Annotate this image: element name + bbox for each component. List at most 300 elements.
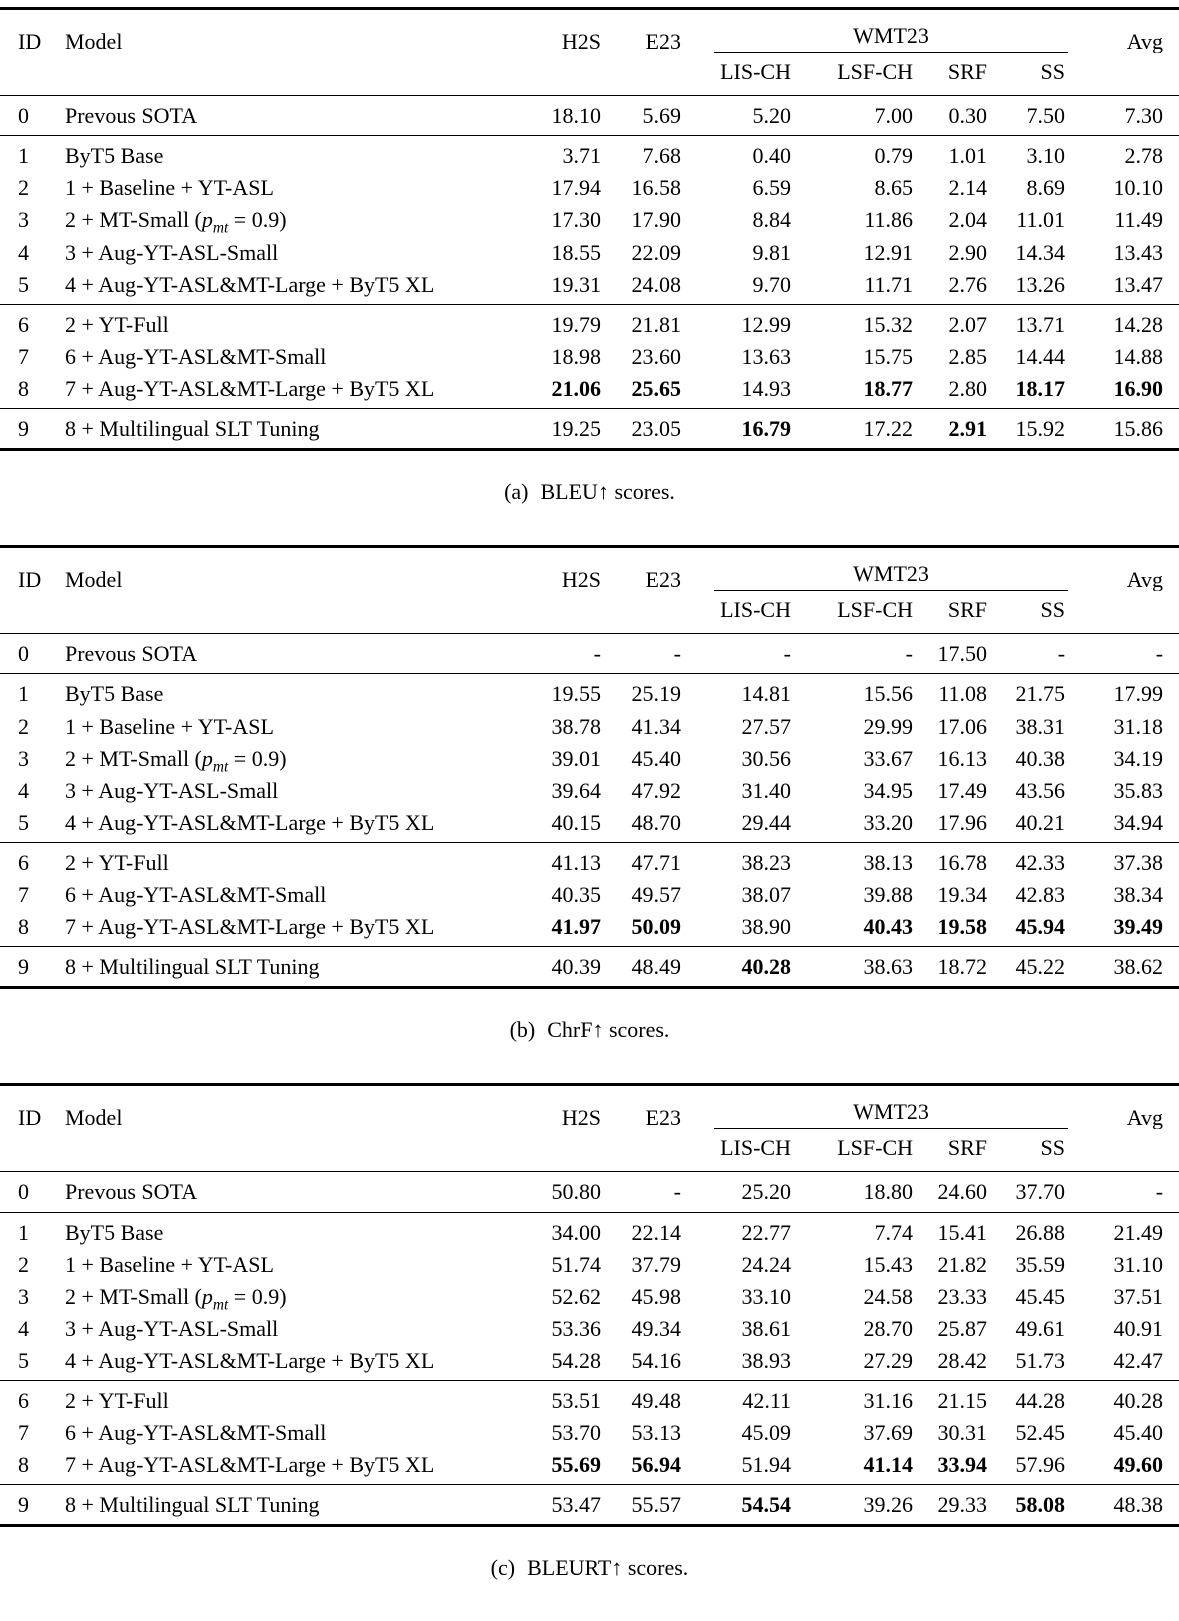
cell-model: 8 + Multilingual SLT Tuning — [65, 1485, 486, 1526]
cell-value: 16.78 — [918, 842, 992, 878]
cell-value: 2.85 — [948, 343, 987, 369]
cell-value: 40.28 — [686, 947, 796, 988]
cell-value: 24.24 — [741, 1251, 791, 1277]
cell-value: 49.34 — [631, 1315, 681, 1341]
cell-value: 37.69 — [863, 1420, 913, 1446]
col-header-lis-ch: LIS-CH — [720, 59, 791, 85]
caption-label: (a) — [504, 479, 529, 505]
caption-label: (b) — [509, 1017, 536, 1043]
cell-value: 42.47 — [1113, 1347, 1164, 1373]
cell-value: 23.33 — [937, 1283, 987, 1309]
header-spacer — [486, 1129, 606, 1172]
header-spacer — [486, 53, 606, 96]
caption-text: BLEU↑ scores. — [540, 479, 675, 505]
cell-model: Prevous SOTA — [65, 1172, 486, 1212]
cell-value: 8.69 — [1026, 175, 1066, 201]
cell-model: 4 + Aug-YT-ASL&MT-Large + ByT5 XL — [65, 809, 435, 835]
table-row — [0, 304, 1179, 340]
cell-value: 19.31 — [551, 271, 601, 297]
cell-value: 23.05 — [606, 409, 686, 450]
cell-model: 2 + MT-Small $(p_{mt} = 0.9)$ — [65, 745, 287, 775]
table-body — [0, 96, 1179, 450]
cell-value: 7.00 — [796, 96, 918, 136]
cell-value: 14.28 — [1070, 304, 1179, 340]
cell-value: 38.23 — [686, 842, 796, 878]
cell-value: 49.48 — [606, 1381, 686, 1417]
cell-value: 31.10 — [1113, 1251, 1164, 1277]
cell-value: 17.22 — [796, 409, 918, 450]
cell-value: 53.51 — [486, 1381, 606, 1417]
cell-value: 15.32 — [796, 304, 918, 340]
col-header-srf: SRF — [947, 1135, 987, 1161]
cell-value: 19.79 — [486, 304, 606, 340]
cell-value: 12.99 — [686, 304, 796, 340]
cell-id: 4 — [18, 1315, 29, 1341]
col-header-avg: Avg — [1126, 567, 1164, 592]
cell-value: 29.33 — [918, 1485, 992, 1526]
cell-value: 53.47 — [486, 1485, 606, 1526]
cell-value: 25.19 — [606, 674, 686, 710]
cell-value: 14.88 — [1113, 343, 1164, 369]
col-header-lsf-ch: LSF-CH — [837, 597, 913, 623]
cell-model: 7 + Aug-YT-ASL&MT-Large + ByT5 XL — [65, 1452, 435, 1478]
cell-value: 8.65 — [874, 175, 913, 201]
cell-value: 37.51 — [1113, 1283, 1164, 1309]
cell-value: 11.01 — [1016, 207, 1066, 233]
table-row — [0, 136, 1179, 172]
cell-value: 38.13 — [796, 842, 918, 878]
cell-value: 29.44 — [741, 809, 791, 835]
cell-model: 8 + Multilingual SLT Tuning — [65, 947, 486, 988]
cell-value: 41.34 — [631, 713, 681, 739]
cell-value: 16.58 — [631, 175, 681, 201]
cell-model: 2 + MT-Small $(p_{mt} = 0.9)$ — [65, 207, 287, 237]
cell-value: 38.93 — [741, 1347, 791, 1373]
cell-id: 5 — [18, 271, 29, 297]
cell-value: 23.60 — [631, 343, 681, 369]
col-header-e23: E23 — [645, 567, 681, 592]
cell-id: 2 — [18, 1251, 29, 1277]
cell-value: 21.49 — [1070, 1212, 1179, 1248]
col-header-avg: Avg — [1126, 1105, 1164, 1130]
cell-value: 48.49 — [606, 947, 686, 988]
cell-value: 0.79 — [796, 136, 918, 172]
header-row-top — [0, 9, 1179, 54]
cell-id: 1 — [0, 136, 65, 172]
cell-id: 9 — [0, 1485, 65, 1526]
table-body — [0, 634, 1179, 988]
cell-value: 38.90 — [741, 914, 791, 940]
cell-value: 17.99 — [1070, 674, 1179, 710]
cell-value: 39.49 — [1113, 914, 1164, 940]
cell-value: 14.93 — [741, 375, 791, 401]
cell-value: 37.79 — [631, 1251, 681, 1277]
cell-id: 3 — [18, 745, 29, 771]
header-row-sub — [0, 53, 1179, 96]
cell-value: 22.77 — [686, 1212, 796, 1248]
cell-value: 16.90 — [1113, 375, 1164, 401]
col-header-id: ID — [18, 29, 42, 54]
cell-value: 22.14 — [606, 1212, 686, 1248]
wmt23-spanner-label: WMT23 — [714, 562, 1068, 591]
table-row — [0, 1344, 1179, 1380]
cell-value: 48.70 — [631, 809, 681, 835]
col-header-srf: SRF — [947, 59, 987, 85]
cell-value: 26.88 — [992, 1212, 1070, 1248]
cell-value: 50.09 — [631, 914, 681, 940]
cell-value: 21.81 — [606, 304, 686, 340]
col-header-ss: SS — [1040, 1135, 1066, 1161]
cell-value: 2.80 — [948, 375, 987, 401]
cell-model: ByT5 Base — [65, 1212, 486, 1248]
cell-value: 45.22 — [992, 947, 1070, 988]
cell-value: 28.42 — [937, 1347, 987, 1373]
col-header-lis-ch: LIS-CH — [720, 597, 791, 623]
cell-value: 13.71 — [992, 304, 1070, 340]
caption-label: (c) — [490, 1555, 516, 1581]
cell-value: 2.07 — [918, 304, 992, 340]
cell-value: 34.19 — [1113, 745, 1164, 771]
table-row — [0, 1312, 1179, 1344]
header-row-top — [0, 547, 1179, 592]
cell-value: 17.96 — [937, 809, 987, 835]
cell-value: 35.83 — [1113, 777, 1164, 803]
cell-value: 16.13 — [937, 745, 987, 771]
col-header-model: Model — [65, 1105, 123, 1130]
cell-value: 40.21 — [1015, 809, 1066, 835]
cell-value: 45.40 — [631, 745, 681, 771]
scores-table-bleu — [0, 7, 1179, 451]
cell-value: 55.57 — [606, 1485, 686, 1526]
cell-id: 9 — [0, 409, 65, 450]
cell-value: 40.15 — [551, 809, 601, 835]
header-spacer — [65, 591, 486, 634]
cell-value: 49.57 — [631, 881, 681, 907]
cell-value: 56.94 — [631, 1452, 681, 1478]
table-row — [0, 1381, 1179, 1417]
cell-value: 33.94 — [937, 1452, 987, 1478]
cell-value: 51.94 — [741, 1452, 791, 1478]
cell-id: 3 — [18, 1283, 29, 1309]
table-row — [0, 1449, 1179, 1485]
cell-id: 8 — [18, 1452, 29, 1478]
header-spacer — [486, 591, 606, 634]
cell-value: 42.11 — [686, 1381, 796, 1417]
cell-value: 38.61 — [741, 1315, 791, 1341]
table-row — [0, 947, 1179, 988]
cell-value: 55.69 — [551, 1452, 601, 1478]
cell-value: 35.59 — [1015, 1251, 1066, 1277]
table-row — [0, 204, 1179, 236]
cell-model: 4 + Aug-YT-ASL&MT-Large + ByT5 XL — [65, 271, 435, 297]
table-section-a — [0, 7, 1179, 505]
cell-value: 24.58 — [863, 1283, 913, 1309]
header-spacer — [0, 591, 65, 634]
cell-value: 2.04 — [948, 207, 987, 233]
header-spacer — [1070, 1129, 1179, 1172]
cell-value: 33.67 — [863, 745, 913, 771]
cell-value: 58.08 — [992, 1485, 1070, 1526]
cell-value: 9.70 — [752, 271, 791, 297]
cell-value: 40.43 — [863, 914, 913, 940]
cell-model: Prevous SOTA — [65, 634, 486, 674]
table-row — [0, 409, 1179, 450]
col-header-lsf-ch: LSF-CH — [837, 59, 913, 85]
cell-value: 39.88 — [863, 881, 913, 907]
cell-value: - — [686, 634, 796, 674]
cell-value: 42.83 — [1015, 881, 1066, 907]
cell-value: 15.56 — [796, 674, 918, 710]
table-header — [0, 9, 1179, 96]
cell-id: 7 — [18, 881, 29, 907]
table-header — [0, 1085, 1179, 1172]
cell-value: 22.09 — [631, 239, 681, 265]
table-row — [0, 1172, 1179, 1212]
cell-value: 42.33 — [992, 842, 1070, 878]
cell-value: 51.73 — [1015, 1347, 1066, 1373]
cell-value: 39.01 — [551, 745, 601, 771]
cell-model: Prevous SOTA — [65, 96, 486, 136]
table-row — [0, 674, 1179, 710]
table-row — [0, 96, 1179, 136]
table-row — [0, 806, 1179, 842]
cell-value: 18.77 — [863, 375, 913, 401]
cell-value: 41.14 — [863, 1452, 913, 1478]
cell-value: 38.63 — [796, 947, 918, 988]
cell-value: 15.41 — [918, 1212, 992, 1248]
cell-value: 38.78 — [551, 713, 601, 739]
cell-value: 17.90 — [631, 207, 681, 233]
cell-value: 34.94 — [1113, 809, 1164, 835]
cell-id: 4 — [18, 239, 29, 265]
header-row-top — [0, 1085, 1179, 1130]
cell-value: 8.84 — [752, 207, 791, 233]
cell-value: 6.59 — [752, 175, 791, 201]
cell-id: 6 — [0, 304, 65, 340]
cell-value: 3.10 — [992, 136, 1070, 172]
cell-id: 0 — [0, 1172, 65, 1212]
table-row — [0, 236, 1179, 268]
table-row — [0, 268, 1179, 304]
cell-model: 7 + Aug-YT-ASL&MT-Large + ByT5 XL — [65, 914, 435, 940]
cell-value: 15.86 — [1070, 409, 1179, 450]
cell-value: 14.44 — [1015, 343, 1066, 369]
cell-value: 50.80 — [486, 1172, 606, 1212]
cell-model: 4 + Aug-YT-ASL&MT-Large + ByT5 XL — [65, 1347, 435, 1373]
cell-value: 18.80 — [796, 1172, 918, 1212]
scores-table-chrf — [0, 545, 1179, 989]
cell-value: 11.71 — [864, 271, 913, 297]
cell-value: 2.90 — [948, 239, 987, 265]
cell-value: 0.40 — [686, 136, 796, 172]
cell-value: 38.34 — [1113, 881, 1164, 907]
cell-id: 5 — [18, 1347, 29, 1373]
cell-value: 25.20 — [686, 1172, 796, 1212]
table-row — [0, 1485, 1179, 1526]
cell-value: 40.38 — [1015, 745, 1066, 771]
cell-value: 30.56 — [741, 745, 791, 771]
cell-model: 7 + Aug-YT-ASL&MT-Large + ByT5 XL — [65, 375, 435, 401]
cell-value: 54.16 — [631, 1347, 681, 1373]
header-spacer — [0, 53, 65, 96]
cell-id: 1 — [0, 674, 65, 710]
cell-value: 11.08 — [918, 674, 992, 710]
col-header-e23: E23 — [645, 29, 681, 54]
cell-value: 31.18 — [1113, 713, 1164, 739]
cell-value: 37.70 — [992, 1172, 1070, 1212]
cell-value: 2.78 — [1070, 136, 1179, 172]
cell-value: 15.75 — [863, 343, 913, 369]
cell-value: 10.10 — [1113, 175, 1164, 201]
cell-value: 27.57 — [741, 713, 791, 739]
cell-value: 16.79 — [686, 409, 796, 450]
cell-model: 8 + Multilingual SLT Tuning — [65, 409, 486, 450]
cell-value: 38.62 — [1070, 947, 1179, 988]
col-header-model: Model — [65, 567, 123, 592]
cell-value: 7.68 — [606, 136, 686, 172]
cell-value: 47.92 — [631, 777, 681, 803]
cell-value: 14.34 — [1015, 239, 1066, 265]
header-row-sub — [0, 591, 1179, 634]
cell-value: 39.64 — [551, 777, 601, 803]
cell-value: 3.71 — [486, 136, 606, 172]
cell-model: 6 + Aug-YT-ASL&MT-Small — [65, 1420, 327, 1446]
cell-value: 38.07 — [741, 881, 791, 907]
col-header-id: ID — [18, 567, 42, 592]
header-spacer — [0, 1129, 65, 1172]
cell-value: 13.43 — [1113, 239, 1164, 265]
cell-value: 45.45 — [1015, 1283, 1066, 1309]
col-header-ss: SS — [1040, 597, 1066, 623]
cell-value: 28.70 — [863, 1315, 913, 1341]
cell-model: 1 + Baseline + YT-ASL — [65, 713, 274, 739]
cell-value: - — [606, 1172, 686, 1212]
wmt23-spanner-label: WMT23 — [714, 24, 1068, 53]
cell-value: - — [1070, 634, 1179, 674]
cell-value: 47.71 — [606, 842, 686, 878]
cell-value: - — [486, 634, 606, 674]
cell-value: 27.29 — [863, 1347, 913, 1373]
col-header-wmt23 — [686, 547, 1070, 592]
cell-value: 11.49 — [1114, 207, 1164, 233]
cell-value: 5.20 — [686, 96, 796, 136]
table-header — [0, 547, 1179, 634]
cell-value: - — [992, 634, 1070, 674]
cell-value: 19.25 — [486, 409, 606, 450]
cell-value: 2.76 — [948, 271, 987, 297]
table-row — [0, 1248, 1179, 1280]
header-spacer — [65, 53, 486, 96]
cell-value: 30.31 — [937, 1420, 987, 1446]
cell-value: 40.35 — [551, 881, 601, 907]
table-row — [0, 634, 1179, 674]
cell-value: 40.28 — [1070, 1381, 1179, 1417]
cell-value: 44.28 — [992, 1381, 1070, 1417]
table-row — [0, 1417, 1179, 1449]
header-spacer — [606, 1129, 686, 1172]
cell-value: 15.92 — [992, 409, 1070, 450]
cell-value: 18.98 — [551, 343, 601, 369]
cell-value: 25.65 — [631, 375, 681, 401]
cell-value: 13.63 — [741, 343, 791, 369]
cell-value: 49.61 — [1015, 1315, 1066, 1341]
col-header-ss: SS — [1040, 59, 1066, 85]
cell-value: 24.08 — [631, 271, 681, 297]
cell-value: 18.17 — [1015, 375, 1066, 401]
cell-value: 51.74 — [551, 1251, 601, 1277]
cell-value: 31.40 — [741, 777, 791, 803]
cell-id: 8 — [18, 914, 29, 940]
cell-value: 41.97 — [551, 914, 601, 940]
cell-model: 1 + Baseline + YT-ASL — [65, 175, 274, 201]
cell-model: 2 + MT-Small $(p_{mt} = 0.9)$ — [65, 1283, 287, 1313]
cell-value: 31.16 — [796, 1381, 918, 1417]
cell-model: 1 + Baseline + YT-ASL — [65, 1251, 274, 1277]
cell-value: 18.55 — [551, 239, 601, 265]
cell-value: 49.60 — [1113, 1452, 1164, 1478]
col-header-lis-ch: LIS-CH — [720, 1135, 791, 1161]
cell-value: 54.28 — [551, 1347, 601, 1373]
cell-value: 18.72 — [918, 947, 992, 988]
cell-value: 52.62 — [551, 1283, 601, 1309]
cell-id: 3 — [18, 207, 29, 233]
cell-value: 39.26 — [796, 1485, 918, 1526]
cell-value: 33.20 — [863, 809, 913, 835]
col-header-lsf-ch: LSF-CH — [837, 1135, 913, 1161]
cell-value: 9.81 — [752, 239, 791, 265]
col-header-model: Model — [65, 29, 123, 54]
header-spacer — [1070, 591, 1179, 634]
cell-value: 34.95 — [863, 777, 913, 803]
table-row — [0, 1212, 1179, 1248]
table-row — [0, 911, 1179, 947]
cell-value: 48.38 — [1070, 1485, 1179, 1526]
table-row — [0, 742, 1179, 774]
table-row — [0, 842, 1179, 878]
cell-value: 37.38 — [1070, 842, 1179, 878]
cell-value: 19.55 — [486, 674, 606, 710]
cell-model: 3 + Aug-YT-ASL-Small — [65, 777, 279, 803]
cell-value: 53.36 — [551, 1315, 601, 1341]
cell-value: 33.10 — [741, 1283, 791, 1309]
cell-value: 21.15 — [918, 1381, 992, 1417]
cell-model: 3 + Aug-YT-ASL-Small — [65, 239, 279, 265]
cell-id: 5 — [18, 809, 29, 835]
cell-value: 13.26 — [1015, 271, 1066, 297]
col-header-h2s: H2S — [561, 567, 601, 592]
cell-value: 11.86 — [864, 207, 913, 233]
table-row — [0, 340, 1179, 372]
caption-text: ChrF↑ scores. — [547, 1017, 670, 1043]
table-caption — [0, 1017, 1179, 1043]
table-row — [0, 774, 1179, 806]
cell-model: 6 + Aug-YT-ASL&MT-Small — [65, 881, 327, 907]
cell-value: 43.56 — [1015, 777, 1066, 803]
cell-value: 45.09 — [741, 1420, 791, 1446]
col-header-h2s: H2S — [561, 29, 601, 54]
cell-value: 21.06 — [551, 375, 601, 401]
cell-id: 4 — [18, 777, 29, 803]
cell-value: 13.47 — [1113, 271, 1164, 297]
cell-id: 7 — [18, 1420, 29, 1446]
col-header-e23: E23 — [645, 1105, 681, 1130]
cell-value: 17.30 — [551, 207, 601, 233]
table-section-b — [0, 545, 1179, 1043]
cell-value: 45.94 — [1015, 914, 1066, 940]
cell-value: 18.10 — [486, 96, 606, 136]
cell-value: 15.43 — [863, 1251, 913, 1277]
cell-model: ByT5 Base — [65, 136, 486, 172]
